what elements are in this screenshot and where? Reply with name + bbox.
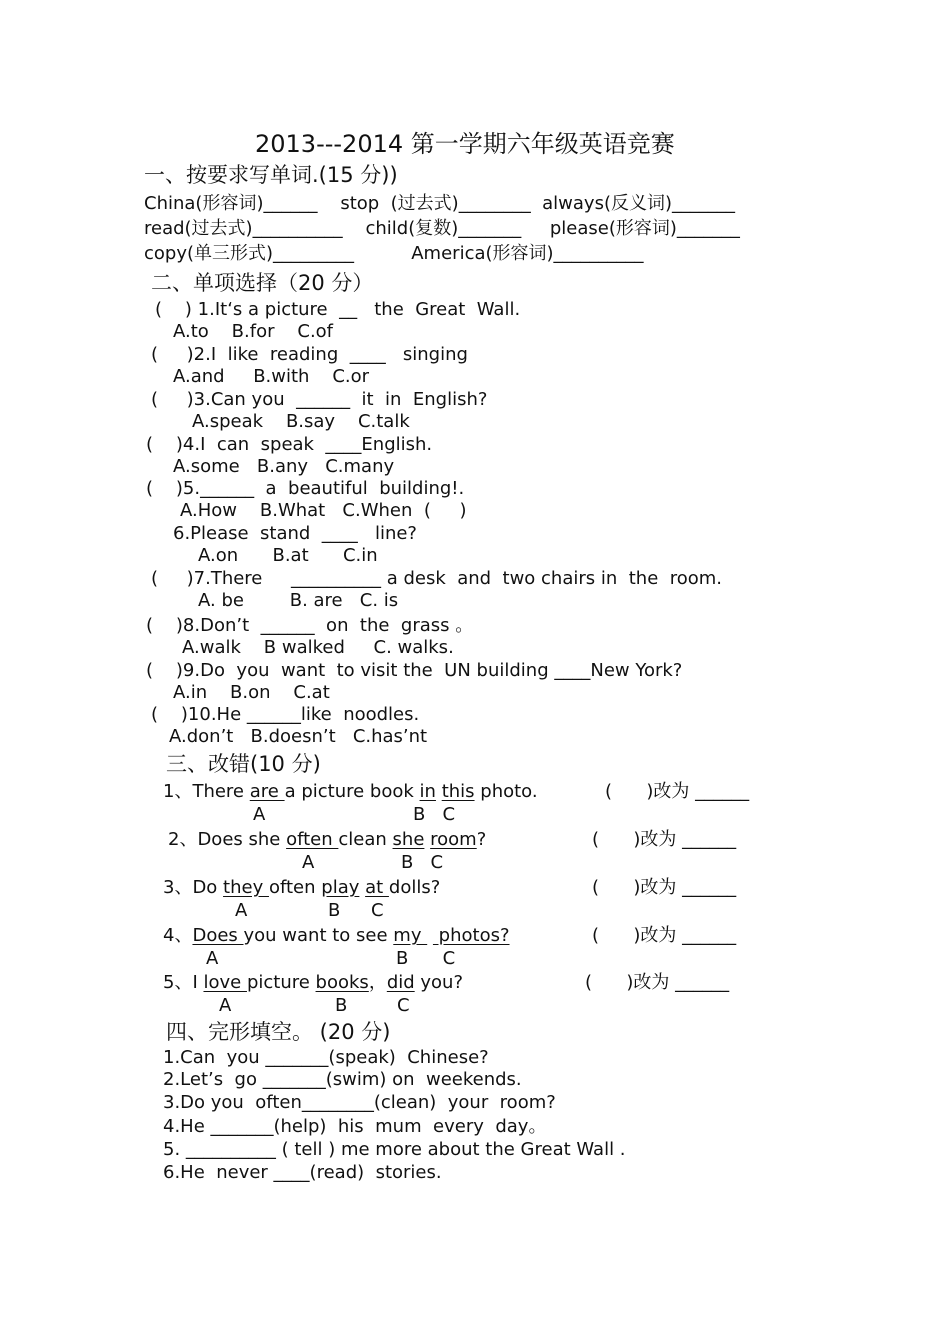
s1-line-3-blank: _______ [580, 243, 644, 264]
s3-item-4 [163, 925, 510, 947]
s3-item-3-label-a: A [235, 900, 248, 921]
page-title: 2013---2014 第一学期六年级英语竞赛 [255, 130, 675, 158]
s1-line-2: read(过去式)__________ child(复数)_______ please(形容词)_______ [144, 218, 740, 239]
s4-item-1: 1.Can you _______(speak) Chinese? [163, 1047, 489, 1068]
s2-question-7-tail: a desk and two chairs in the room. [381, 568, 722, 589]
s2-options-4: A.some B.any C.many [173, 456, 395, 477]
s3-item-5-label-c: C [397, 995, 410, 1016]
s3-item-2-p1: 2、Does she [168, 829, 287, 850]
s2-question-2: ( )2.I like reading ____ singing [151, 344, 468, 365]
s3-item-2-underline-a: often [286, 829, 339, 850]
s2-question-4: ( )4.I can speak ____English. [146, 434, 433, 455]
s3-item-3-p1: 3、Do [163, 877, 224, 898]
s3-item-2 [168, 829, 486, 851]
s2-question-1: ( ) 1.It‘s a picture __ the Great Wall. [155, 299, 521, 320]
s3-item-2-p2: clean [338, 829, 393, 850]
s4-item-3: 3.Do you often________(clean) your room? [163, 1092, 556, 1113]
s3-item-1-underline-a: are [249, 781, 285, 802]
s3-item-1-answer: ( )改为 ______ [605, 781, 750, 802]
s3-item-1-labels-bc: B C [413, 804, 456, 825]
s3-item-5-underline-b: books [315, 972, 369, 993]
s1-line-3-text: copy(单三形式)_________ America(形容词)___ [144, 243, 581, 264]
s2-options-8: A.walk B walked C. walks. [182, 637, 454, 658]
s3-item-5-p2: picture [246, 972, 316, 993]
s2-options-3: A.speak B.say C.talk [192, 411, 410, 432]
s2-question-6: 6.Please stand ____ line? [173, 523, 417, 544]
s3-item-5-p4: you? [414, 972, 464, 993]
s3-item-2-underline-c: room [430, 829, 477, 850]
s3-item-3-answer: ( )改为 ______ [592, 877, 737, 898]
s4-item-6: 6.He never ____(read) stories. [163, 1162, 442, 1183]
s3-item-1-underline-c: this [441, 781, 475, 802]
s2-question-7-blank: ______ [327, 568, 381, 589]
s3-item-4-answer: ( )改为 ______ [592, 925, 737, 946]
s3-item-3-label-b: B [328, 900, 341, 921]
s3-item-2-labels-bc: B C [401, 852, 444, 873]
s3-item-5-underline-c: did [386, 972, 415, 993]
s2-options-6: A.on B.at C.in [198, 545, 378, 566]
s3-item-5 [163, 972, 463, 994]
s1-line-1: China(形容词)______ stop (过去式)________ always(反义词)_______ [144, 193, 736, 214]
s3-item-3-underline-c: at [365, 877, 389, 898]
s3-item-1-p4: photo. [474, 781, 538, 802]
s2-question-7-text: ( )7.There ____ [151, 568, 327, 589]
s3-item-1-underline-b: in [419, 781, 436, 802]
s3-item-4-underline-a: Does [192, 925, 244, 946]
s2-question-5: ( )5.______ a beautiful building!. [146, 478, 465, 499]
s3-item-2-underline-b: she [392, 829, 425, 850]
s3-item-5-underline-a: love [203, 972, 247, 993]
s3-item-2-label-a: A [302, 852, 315, 873]
s3-item-4-p1: 4、 [163, 925, 193, 946]
s3-item-1 [163, 781, 538, 803]
section-1-heading: 一、按要求写单词.(15 分)) [144, 163, 398, 187]
s3-item-3-underline-a: they [223, 877, 269, 898]
s2-question-8: ( )8.Don’t ______ on the grass 。 [146, 615, 474, 636]
section-4-heading: 四、完形填空。 (20 分) [166, 1020, 391, 1044]
s3-item-2-answer: ( )改为 ______ [592, 829, 737, 850]
s3-item-5-label-b: B [335, 995, 348, 1016]
s3-item-1-p1: 1、There [163, 781, 250, 802]
s2-question-9: ( )9.Do you want to visit the UN building ____New York? [146, 660, 683, 681]
s3-item-5-p1: 5、I [163, 972, 204, 993]
s2-options-9: A.in B.on C.at [173, 682, 330, 703]
s2-options-1: A.to B.for C.of [173, 321, 334, 342]
s3-item-5-answer: ( )改为 ______ [585, 972, 730, 993]
s1-line-3 [144, 243, 644, 265]
s3-item-1-label-a: A [253, 804, 266, 825]
s3-item-3-p2: often [268, 877, 322, 898]
s3-item-3-p4: dolls? [388, 877, 441, 898]
s3-item-5-label-a: A [219, 995, 232, 1016]
s2-question-10: ( )10.He ______like noodles. [151, 704, 420, 725]
s3-item-4-p2: you want to see [243, 925, 394, 946]
s2-options-7: A. be B. are C. is [198, 590, 399, 611]
s2-options-2: A.and B.with C.or [173, 366, 370, 387]
s3-item-4-labels-bc: B C [396, 948, 456, 969]
section-2-heading: 二、单项选择（20 分） [151, 271, 374, 295]
s2-options-5: A.How B.What C.When ( ) [180, 500, 467, 521]
s2-question-7 [151, 568, 722, 590]
s3-item-3-label-c: C [371, 900, 384, 921]
s3-item-3-underline-b: play [321, 877, 360, 898]
s2-question-3: ( )3.Can you ______ it in English? [151, 389, 488, 410]
s3-item-3 [163, 877, 440, 899]
s3-item-5-p3: ， [368, 972, 387, 993]
s4-item-2: 2.Let’s go _______(swim) on weekends. [163, 1069, 522, 1090]
s4-item-4: 4.He _______(help) his mum every day。 [163, 1116, 547, 1137]
section-3-heading: 三、改错(10 分) [166, 752, 321, 776]
s3-item-4-underline-b: my [393, 925, 428, 946]
s4-item-5: 5. __________ ( tell ) me more about the Great Wall . [163, 1139, 626, 1160]
s3-item-4-underline-c: photos? [432, 925, 510, 946]
s2-options-10: A.don’t B.doesn’t C.has’nt [169, 726, 428, 747]
s3-item-2-p4: ? [476, 829, 487, 850]
s3-item-4-label-a: A [206, 948, 219, 969]
s3-item-1-p2: a picture book [284, 781, 420, 802]
